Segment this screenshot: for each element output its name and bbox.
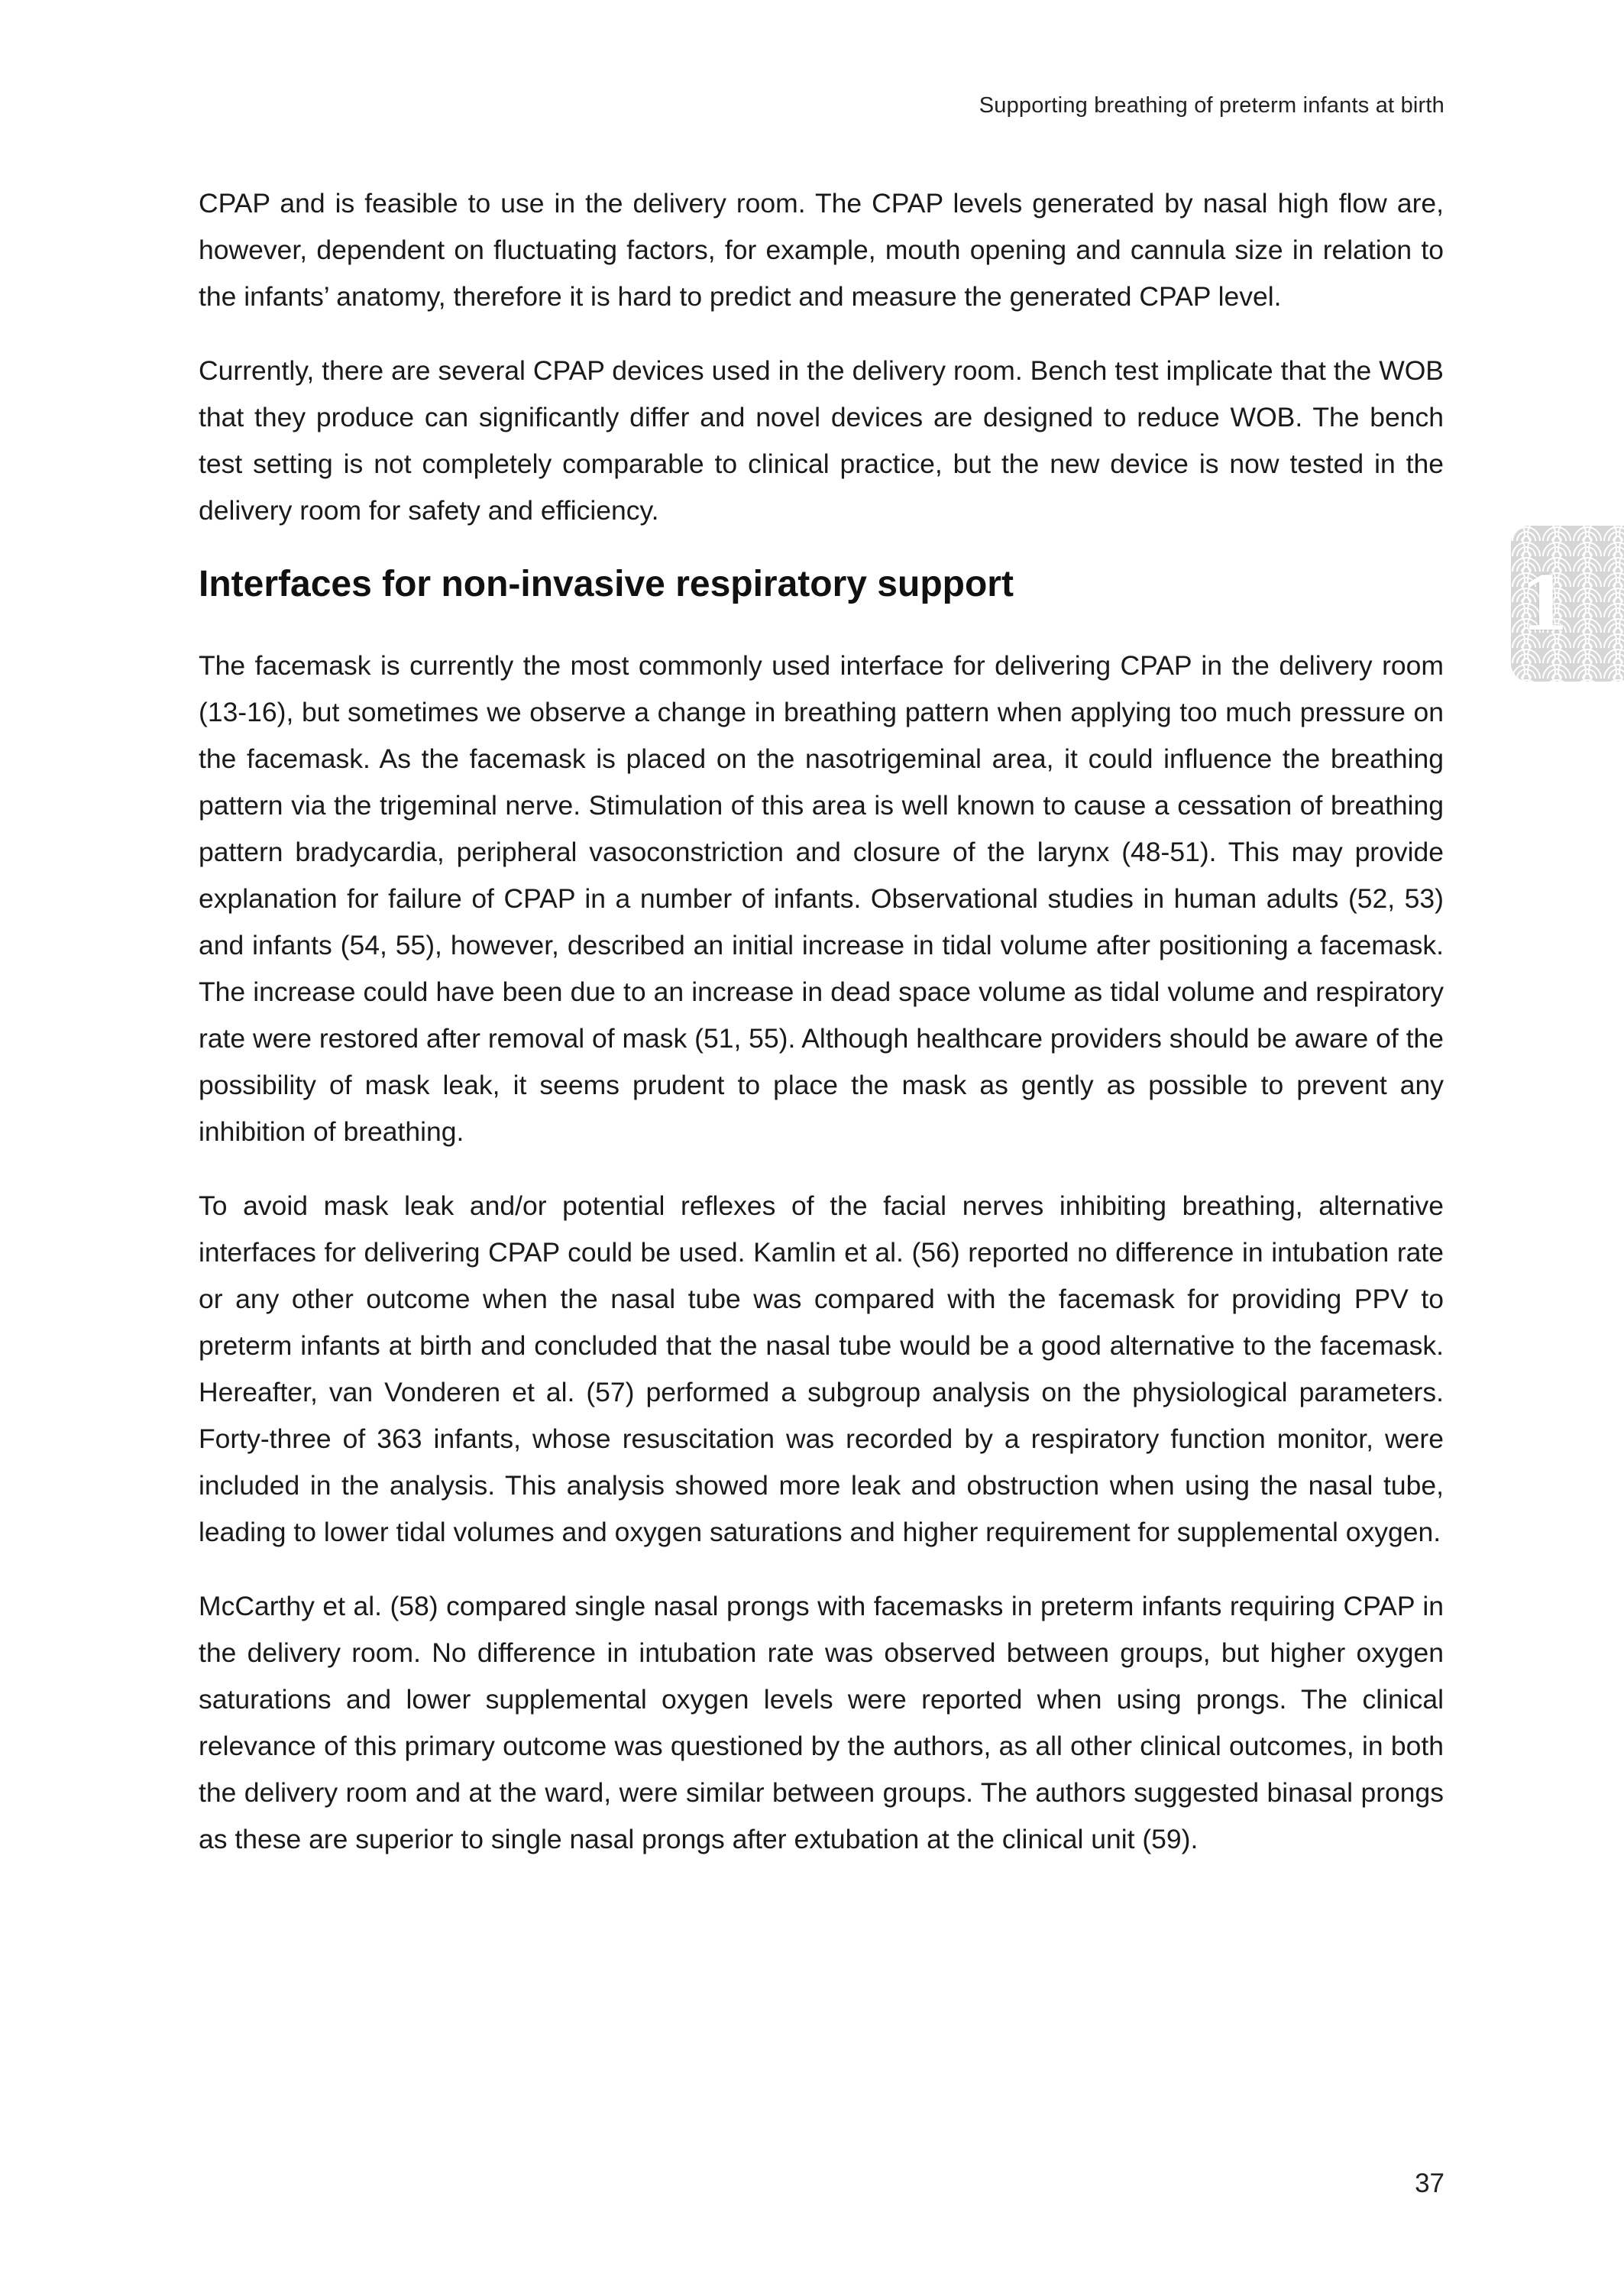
chapter-number: 1 <box>1519 560 1571 647</box>
page-body <box>199 180 1444 1890</box>
page-number: 37 <box>1415 2168 1444 2198</box>
running-header: Supporting breathing of preterm infants at birth <box>979 93 1444 118</box>
paragraph-facemask: The facemask is currently the most commonly used interface for delivering CPAP in the delivery room (13-16), but sometimes we observe a change in breathing pattern when applying too much pressure on the facemask. As the facemask is placed on the nasotrigeminal area, it could influence the breathing pattern via the trigeminal nerve. Stimulation of this area is well known to cause a cessation of breathing pattern bradycardia, peripheral vasoconstriction and closure of the larynx (48-51). This may provide explanation for failure of CPAP in a number of infants. Observational studies in human adults (52, 53) and infants (54, 55), however, described an initial increase in tidal volume after positioning a facemask. The increase could have been due to an increase in dead space volume as tidal volume and respiratory rate were restored after removal of mask (51, 55). Although healthcare providers should be aware of the possibility of mask leak, it seems prudent to place the mask as gently as possible to prevent any inhibition of breathing. <box>199 650 1444 1147</box>
paragraph-nasal-prongs: McCarthy et al. (58) compared single nasal prongs with facemasks in preterm infants requiring CPAP in the delivery room. No difference in intubation rate was observed between groups, but higher oxygen saturations and lower supplemental oxygen levels were reported when using prongs. The clinical relevance of this primary outcome was questioned by the authors, as all other clinical outcomes, in both the delivery room and at the ward, were similar between groups. The authors suggested binasal prongs as these are superior to single nasal prongs after extubation at the clinical unit (59). <box>199 1591 1444 1854</box>
chapter-tab <box>1511 526 1624 682</box>
paragraph-cpap-nasal-high-flow: CPAP and is feasible to use in the delivery room. The CPAP levels generated by nasal high flow are, however, dependent on fluctuating factors, for example, mouth opening and cannula size in relation to the infants’ anatomy, therefore it is hard to predict and measure the generated CPAP level. <box>199 188 1444 312</box>
section-heading: Interfaces for non-invasive respiratory support <box>199 564 1014 604</box>
paragraph-cpap-devices: Currently, there are several CPAP devices used in the delivery room. Bench test implicate that the WOB that they produce can significantly differ and novel devices are designed to reduce WOB. The bench test setting is not completely comparable to clinical practice, but the new device is now tested in the delivery room for safety and efficiency. <box>199 355 1444 526</box>
paragraph-alternative-interfaces: To avoid mask leak and/or potential reflexes of the facial nerves inhibiting breathing, alternative interfaces for delivering CPAP could be used. Kamlin et al. (56) reported no difference in intubation rate or any other outcome when the nasal tube was compared with the facemask for providing PPV to preterm infants at birth and concluded that the nasal tube would be a good alternative to the facemask. Hereafter, van Vonderen et al. (57) performed a subgroup analysis on the physiological parameters. Forty-three of 363 infants, whose resuscitation was recorded by a respiratory function monitor, were included in the analysis. This analysis showed more leak and obstruction when using the nasal tube, leading to lower tidal volumes and oxygen saturations and higher requirement for supplemental oxygen. <box>199 1190 1444 1547</box>
